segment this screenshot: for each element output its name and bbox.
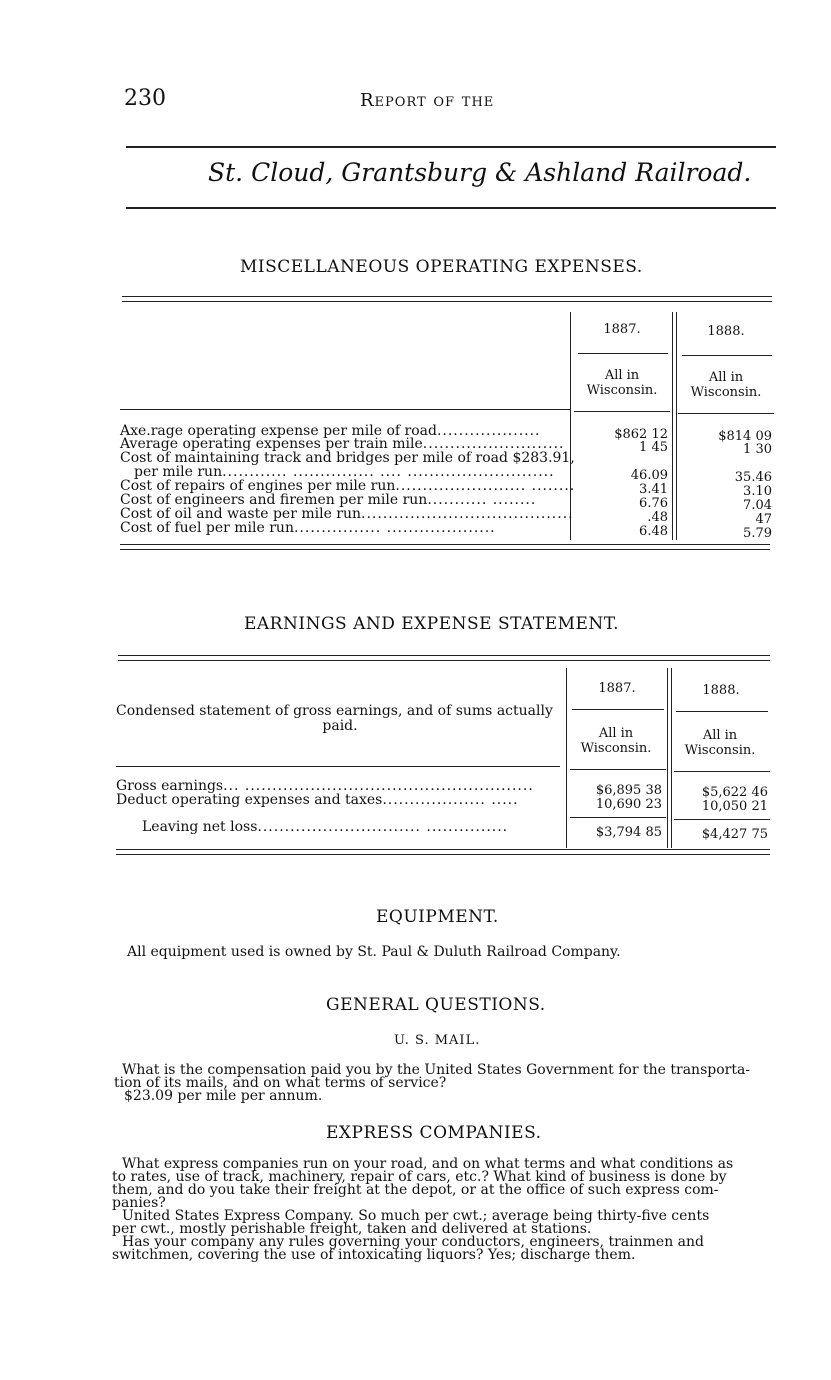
misc-col-divider-2	[672, 312, 673, 540]
express-line: What express companies run on your road, and on what terms and what conditions as	[122, 1156, 734, 1172]
misc-header-bottom-rule-2	[678, 413, 774, 414]
misc-value-1888: 47	[755, 512, 772, 527]
page-number: 230	[124, 86, 166, 111]
express-line: per cwt., mostly perishable freight, taken and delivered at stations.	[112, 1221, 592, 1237]
earnings-row	[116, 793, 519, 807]
misc-row	[120, 493, 536, 507]
misc-row-leader: ........................ ........	[395, 478, 576, 494]
misc-col-1888-sub-b: Wisconsin.	[690, 385, 762, 400]
us-mail-question-line2: tion of its mails, and on what terms of service?	[114, 1075, 447, 1091]
earn-col-1888: 1888.	[702, 683, 740, 698]
earnings-stub-line1: Condensed statement of gross earnings, and of sums actually	[116, 703, 553, 719]
earnings-stub	[116, 704, 564, 734]
equipment-text: All equipment used is owned by St. Paul & Duluth Railroad Company.	[127, 944, 621, 960]
general-questions-heading: GENERAL QUESTIONS.	[326, 995, 546, 1015]
misc-col-1888: 1888.	[707, 324, 745, 339]
misc-col-1887-sub	[572, 368, 672, 398]
earnings-total-1887: $3,794 85	[595, 825, 662, 840]
misc-row-leader: ............ ............... .... ...........................	[222, 464, 555, 480]
earnings-value-1887: 10,690 23	[595, 797, 662, 812]
earn-table-top-rule	[118, 655, 770, 656]
misc-table-top-rule-2	[122, 301, 772, 302]
misc-row-leader: ..........................	[422, 436, 565, 452]
misc-row-leader: ........... ........	[427, 492, 537, 508]
earn-col-1887: 1887.	[598, 681, 636, 696]
us-mail-subheading: U. S. MAIL.	[394, 1033, 481, 1048]
misc-row-label: per mile run	[134, 464, 223, 480]
earn-col-divider-1	[566, 668, 567, 848]
misc-subhead-rule-1	[578, 353, 668, 354]
misc-table-bottom-rule	[120, 544, 770, 545]
express-line: Has your company any rules governing your conductors, engineers, trainmen and	[122, 1234, 704, 1250]
misc-value-1888: 3.10	[743, 484, 772, 499]
misc-col-1888-sub-a: All in	[708, 370, 744, 385]
misc-value-1888: 35.46	[734, 470, 772, 485]
misc-row	[120, 479, 575, 493]
misc-value-1887: 1 45	[639, 440, 668, 455]
misc-col-1887: 1887.	[603, 322, 641, 337]
misc-col-divider-3	[676, 312, 677, 540]
us-mail-question-line1: What is the compensation paid you by the United States Government for the transporta-	[122, 1062, 751, 1078]
earn-col-1887-sub	[566, 726, 666, 756]
misc-col-1888-sub	[676, 370, 776, 400]
misc-col-1887-sub-a: All in	[604, 368, 640, 383]
misc-header-bottom-rule-1	[574, 411, 670, 412]
misc-expenses-heading: MISCELLANEOUS OPERATING EXPENSES.	[240, 257, 643, 277]
express-paragraph	[112, 1158, 733, 1262]
earnings-row	[116, 779, 534, 793]
earnings-value-1888: 10,050 21	[701, 799, 768, 814]
earn-header-bottom-rule-1	[570, 769, 666, 770]
us-mail-question	[114, 1064, 750, 1103]
earn-col-1887-sub-b: Wisconsin.	[580, 741, 652, 756]
misc-table-top-rule	[122, 296, 772, 297]
earnings-value-1888: $5,622 46	[701, 785, 768, 800]
railroad-title: St. Cloud, Grantsburg & Ashland Railroad.	[208, 158, 752, 187]
misc-col-1887-sub-b: Wisconsin.	[586, 383, 658, 398]
misc-row-leader: .......................................	[361, 506, 574, 522]
misc-value-1888: 7.04	[743, 498, 772, 513]
misc-value-1887: 46.09	[630, 468, 668, 483]
title-rule	[126, 207, 776, 209]
earn-col-1887-sub-a: All in	[598, 726, 634, 741]
earnings-total-dots: .............................. ...............	[257, 819, 509, 835]
misc-row-leader: ................ ....................	[293, 520, 496, 536]
earnings-row-label: Gross earnings	[116, 778, 224, 794]
misc-row-label: Cost of fuel per mile run	[120, 520, 294, 536]
express-line: to rates, use of track, machinery, repair of cars, etc.? What kind of business is done by	[112, 1169, 727, 1185]
earnings-row-leader: ................... .....	[382, 792, 519, 808]
misc-row-label: Axe.rage operating expense per mile of road	[120, 423, 437, 439]
misc-stub-rule	[120, 409, 570, 410]
misc-row	[120, 507, 574, 521]
misc-row-label: Cost of engineers and firemen per mile run	[120, 492, 428, 508]
express-line: United States Express Company. So much per cwt.; average being thirty-five cents	[122, 1208, 710, 1224]
express-line: panies?	[112, 1195, 166, 1211]
earn-total-rule-2	[674, 819, 770, 820]
running-head: Report of the	[360, 90, 495, 111]
misc-row	[120, 451, 575, 465]
misc-row	[120, 521, 496, 535]
earnings-total-label: Leaving net loss	[142, 819, 258, 835]
misc-row-label: Cost of repairs of engines per mile run	[120, 478, 396, 494]
equipment-heading: EQUIPMENT.	[376, 907, 499, 927]
earn-stub-rule	[116, 766, 560, 767]
misc-value-1887: .48	[647, 510, 668, 525]
express-line: switchmen, covering the use of intoxicating liquors? Yes; discharge them.	[112, 1247, 636, 1263]
earn-table-top-rule-2	[118, 660, 770, 661]
earn-col-1888-sub-a: All in	[702, 728, 738, 743]
misc-value-1888: 5.79	[743, 526, 772, 541]
misc-value-1887: $862 12	[614, 427, 668, 442]
misc-table-bottom-rule-2	[120, 549, 770, 550]
earnings-value-1887: $6,895 38	[595, 783, 662, 798]
earn-subhead-rule-1	[572, 709, 664, 710]
misc-row	[134, 465, 555, 479]
earn-table-bottom-rule-2	[116, 854, 770, 855]
misc-value-1888: $814 09	[718, 429, 772, 444]
express-heading: EXPRESS COMPANIES.	[326, 1123, 542, 1143]
earnings-stub-line2: paid.	[322, 718, 358, 734]
misc-row-label: Cost of maintaining track and bridges per mile of road $283.91,	[120, 450, 575, 466]
earnings-total-row	[142, 820, 508, 834]
earnings-total-1888: $4,427 75	[701, 827, 768, 842]
misc-row-label: Cost of oil and waste per mile run	[120, 506, 362, 522]
misc-row	[120, 437, 565, 451]
misc-row-leader: ...................	[436, 423, 541, 439]
earn-col-1888-sub-b: Wisconsin.	[684, 743, 756, 758]
earn-col-divider-2	[667, 668, 668, 848]
earn-header-bottom-rule-2	[674, 771, 770, 772]
misc-value-1887: 6.76	[639, 496, 668, 511]
misc-value-1887: 6.48	[639, 524, 668, 539]
earnings-heading: EARNINGS AND EXPENSE STATEMENT.	[244, 614, 620, 634]
misc-subhead-rule-2	[682, 355, 772, 356]
misc-value-1888: 1 30	[743, 442, 772, 457]
misc-row-label: Average operating expenses per train mile	[120, 436, 423, 452]
header-rule	[126, 146, 776, 148]
earn-table-bottom-rule	[116, 849, 770, 850]
express-line: them, and do you take their freight at the depot, or at the office of such express com-	[112, 1182, 719, 1198]
earnings-row-leader: ... .....................................................	[223, 778, 534, 794]
misc-value-1887: 3.41	[639, 482, 668, 497]
earn-subhead-rule-2	[676, 711, 768, 712]
earn-col-1888-sub	[670, 728, 770, 758]
us-mail-answer: $23.09 per mile per annum.	[124, 1088, 323, 1104]
earn-total-rule-1	[570, 817, 666, 818]
earnings-row-label: Deduct operating expenses and taxes	[116, 792, 383, 808]
